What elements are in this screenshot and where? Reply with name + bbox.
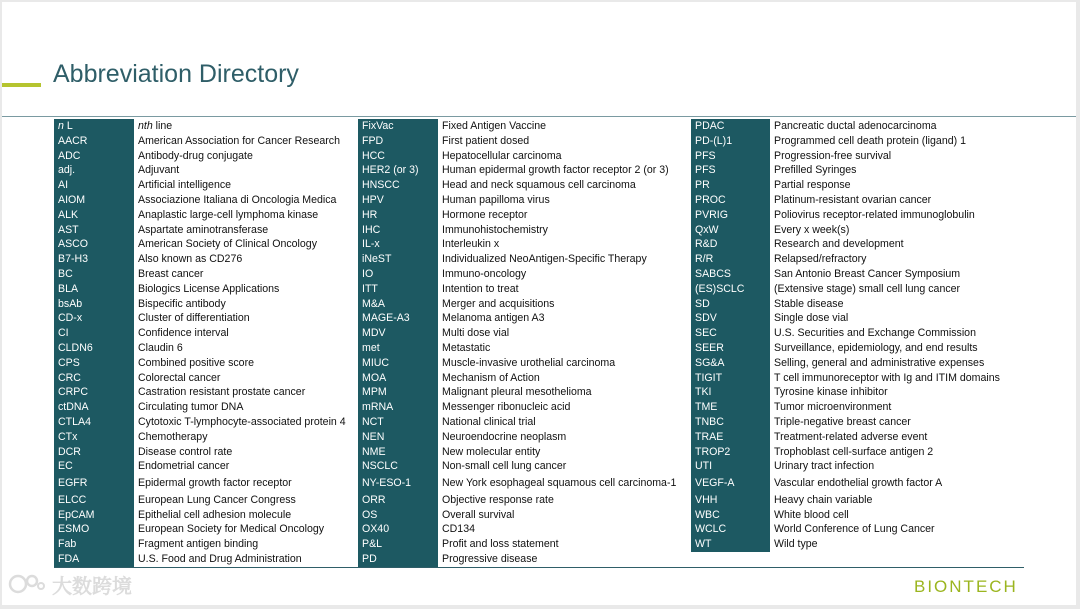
definition-cell: Vascular endothelial growth factor A xyxy=(774,477,943,490)
table-row xyxy=(54,415,358,430)
definition-cell xyxy=(770,552,1024,567)
definition-cell: Objective response rate xyxy=(442,493,554,506)
definition-cell: Partial response xyxy=(774,179,851,192)
definition-cell: Malignant pleural mesothelioma xyxy=(442,386,592,399)
definition-cell: Associazione Italiana di Oncologia Medica xyxy=(138,193,337,206)
definition-cell: Tyrosine kinase inhibitor xyxy=(774,386,888,399)
table-row xyxy=(54,474,358,493)
definition-cell: Stable disease xyxy=(774,297,844,310)
definition-cell: Circulating tumor DNA xyxy=(138,401,244,414)
abbreviation-cell: (ES)SCLC xyxy=(691,282,770,297)
table-row xyxy=(691,371,1024,386)
definition-cell: American Society of Clinical Oncology xyxy=(138,238,317,251)
table-row xyxy=(358,149,691,164)
table-row xyxy=(358,326,691,341)
definition-cell: First patient dosed xyxy=(442,134,530,147)
abbreviation-cell: FPD xyxy=(358,134,438,149)
watermark xyxy=(8,571,132,597)
table-row xyxy=(358,385,691,400)
abbreviation-cell: ESMO xyxy=(54,522,134,537)
abbreviation-cell: n L xyxy=(54,119,134,134)
abbreviation-cell: MAGE-A3 xyxy=(358,311,438,326)
definition-cell: Head and neck squamous cell carcinoma xyxy=(442,179,636,192)
abbreviation-cell: NSCLC xyxy=(358,459,438,474)
definition-cell: Artificial intelligence xyxy=(138,179,232,192)
abbreviation-cell: TRAE xyxy=(691,430,770,445)
abbreviation-cell: AIOM xyxy=(54,193,134,208)
definition-cell: Human epidermal growth factor receptor 2 (or 3) xyxy=(442,164,669,177)
watermark-logo-icon xyxy=(8,572,46,596)
definition-cell: Epidermal growth factor receptor xyxy=(138,477,292,490)
abbreviation-cell: TKI xyxy=(691,385,770,400)
definition-cell: Urinary tract infection xyxy=(774,460,875,473)
definition-cell: Hepatocellular carcinoma xyxy=(442,149,562,162)
table-row xyxy=(358,371,691,386)
table-row xyxy=(358,208,691,223)
abbreviation-cell: WBC xyxy=(691,508,770,523)
table-row xyxy=(358,493,691,508)
table-row xyxy=(358,415,691,430)
abbreviation-cell: met xyxy=(358,341,438,356)
slide xyxy=(2,2,1076,605)
table-row xyxy=(358,341,691,356)
definition-cell: nth line xyxy=(138,120,173,132)
table-row xyxy=(691,208,1024,223)
abbreviation-cell: AACR xyxy=(54,134,134,149)
definition-cell: Bispecific antibody xyxy=(138,297,226,310)
abbreviation-cell: NCT xyxy=(358,415,438,430)
abbreviation-cell: mRNA xyxy=(358,400,438,415)
table-row xyxy=(358,311,691,326)
definition-cell: Messenger ribonucleic acid xyxy=(442,401,571,414)
definition-cell: Adjuvant xyxy=(138,164,180,177)
abbreviation-cell: IL-x xyxy=(358,237,438,252)
table-row xyxy=(358,445,691,460)
abbreviation-cell: CTLA4 xyxy=(54,415,134,430)
abbreviation-cell: QxW xyxy=(691,223,770,238)
abbreviation-cell: Fab xyxy=(54,537,134,552)
table-row xyxy=(358,134,691,149)
table-row xyxy=(691,508,1024,523)
definition-cell: Claudin 6 xyxy=(138,341,183,354)
abbreviation-cell: IO xyxy=(358,267,438,282)
header-divider xyxy=(2,116,1076,117)
abbreviation-cell: EGFR xyxy=(54,474,134,493)
table-row xyxy=(54,267,358,282)
table-row xyxy=(358,297,691,312)
definition-cell: Relapsed/refractory xyxy=(774,253,867,266)
abbreviation-cell: OX40 xyxy=(358,522,438,537)
watermark-text: 大数跨境 xyxy=(52,575,132,598)
definition-cell: Wild type xyxy=(774,538,818,551)
table-row xyxy=(691,522,1024,537)
abbreviation-cell: CLDN6 xyxy=(54,341,134,356)
abbreviation-cell: NEN xyxy=(358,430,438,445)
definition-cell: Platinum-resistant ovarian cancer xyxy=(774,193,932,206)
table-row xyxy=(54,149,358,164)
page-title: Abbreviation Directory xyxy=(53,60,299,88)
table-row xyxy=(54,208,358,223)
table-row xyxy=(54,341,358,356)
definition-cell: New molecular entity xyxy=(442,445,541,458)
table-row xyxy=(54,445,358,460)
definition-cell: U.S. Food and Drug Administration xyxy=(138,552,302,565)
table-row xyxy=(691,552,1024,567)
definition-cell: Immuno-oncology xyxy=(442,267,527,280)
abbreviation-cell: CTx xyxy=(54,430,134,445)
abbreviation-cell: SABCS xyxy=(691,267,770,282)
definition-cell: National clinical trial xyxy=(442,415,536,428)
table-row xyxy=(54,385,358,400)
abbreviation-cell: ELCC xyxy=(54,493,134,508)
definition-cell: Overall survival xyxy=(442,508,515,521)
definition-cell: Progressive disease xyxy=(442,552,538,565)
definition-cell: Fixed Antigen Vaccine xyxy=(442,120,547,132)
definition-cell: Surveillance, epidemiology, and end results xyxy=(774,341,978,354)
table-row xyxy=(691,385,1024,400)
abbreviation-cell: SG&A xyxy=(691,356,770,371)
table-row xyxy=(691,267,1024,282)
table-row xyxy=(54,237,358,252)
table-row xyxy=(358,223,691,238)
abbreviation-cell: TME xyxy=(691,400,770,415)
abbreviation-cell: MIUC xyxy=(358,356,438,371)
table-row xyxy=(691,252,1024,267)
definition-cell: Single dose vial xyxy=(774,312,849,325)
table-row xyxy=(54,537,358,552)
abbreviation-cell: MOA xyxy=(358,371,438,386)
table-column-1 xyxy=(54,119,358,567)
table-row xyxy=(691,311,1024,326)
definition-cell: Mechanism of Action xyxy=(442,371,540,384)
definition-cell: Epithelial cell adhesion molecule xyxy=(138,508,292,521)
table-row xyxy=(691,193,1024,208)
abbreviation-cell: AI xyxy=(54,178,134,193)
definition-cell: Breast cancer xyxy=(138,267,204,280)
abbreviation-cell: HER2 (or 3) xyxy=(358,163,438,178)
definition-cell: Interleukin x xyxy=(442,238,500,251)
table-row xyxy=(54,459,358,474)
definition-cell: Biologics License Applications xyxy=(138,282,280,295)
table-column-2 xyxy=(358,119,691,567)
definition-cell: Metastatic xyxy=(442,341,491,354)
table-row xyxy=(54,134,358,149)
table-column-3 xyxy=(691,119,1024,567)
definition-cell: Trophoblast cell-surface antigen 2 xyxy=(774,445,934,458)
table-row xyxy=(54,371,358,386)
abbreviation-cell: CD-x xyxy=(54,311,134,326)
abbreviation-cell: PFS xyxy=(691,149,770,164)
abbreviation-cell: PVRIG xyxy=(691,208,770,223)
definition-cell: Colorectal cancer xyxy=(138,371,221,384)
definition-cell: Heavy chain variable xyxy=(774,493,873,506)
abbreviation-cell: PFS xyxy=(691,163,770,178)
definition-cell: Anaplastic large-cell lymphoma kinase xyxy=(138,208,319,221)
table-row xyxy=(54,282,358,297)
abbreviation-cell: ADC xyxy=(54,149,134,164)
table-row xyxy=(691,282,1024,297)
abbreviation-cell: TIGIT xyxy=(691,371,770,386)
definition-cell: Pancreatic ductal adenocarcinoma xyxy=(774,120,937,132)
abbreviation-cell: P&L xyxy=(358,537,438,552)
abbreviation-cell: MDV xyxy=(358,326,438,341)
table-row xyxy=(691,341,1024,356)
definition-cell: Progression-free survival xyxy=(774,149,892,162)
abbreviation-cell: PDAC xyxy=(691,119,770,134)
table-row xyxy=(54,193,358,208)
abbreviation-cell: WT xyxy=(691,537,770,552)
table-row xyxy=(358,508,691,523)
definition-cell: Fragment antigen binding xyxy=(138,538,259,551)
definition-cell: Disease control rate xyxy=(138,445,233,458)
definition-cell: Non-small cell lung cancer xyxy=(442,460,567,473)
table-row xyxy=(54,178,358,193)
table-row xyxy=(54,311,358,326)
abbreviation-cell: HCC xyxy=(358,149,438,164)
abbreviation-cell: M&A xyxy=(358,297,438,312)
definition-cell: Treatment-related adverse event xyxy=(774,430,928,443)
abbreviation-cell: OS xyxy=(358,508,438,523)
table-row xyxy=(691,223,1024,238)
abbreviation-cell: ALK xyxy=(54,208,134,223)
definition-cell: Intention to treat xyxy=(442,282,519,295)
definition-cell: Individualized NeoAntigen-Specific Therapy xyxy=(442,253,647,266)
abbreviation-cell: FDA xyxy=(54,552,134,567)
abbreviation-cell: bsAb xyxy=(54,297,134,312)
table-row xyxy=(358,537,691,552)
table-row xyxy=(691,134,1024,149)
definition-cell: Multi dose vial xyxy=(442,327,510,340)
definition-cell: Aspartate aminotransferase xyxy=(138,223,269,236)
definition-cell: Castration resistant prostate cancer xyxy=(138,386,306,399)
abbreviation-cell: MPM xyxy=(358,385,438,400)
abbreviation-cell: EpCAM xyxy=(54,508,134,523)
definition-cell: Muscle-invasive urothelial carcinoma xyxy=(442,356,616,369)
table-row xyxy=(358,552,691,567)
table-row xyxy=(691,459,1024,474)
table-row xyxy=(54,252,358,267)
table-row xyxy=(54,400,358,415)
biontech-logo: BIONTECH xyxy=(914,577,1018,596)
abbreviation-cell: ctDNA xyxy=(54,400,134,415)
definition-cell: U.S. Securities and Exchange Commission xyxy=(774,327,976,340)
table-row xyxy=(358,356,691,371)
abbreviation-cell: HR xyxy=(358,208,438,223)
abbreviation-cell: R&D xyxy=(691,237,770,252)
definition-cell: Chemotherapy xyxy=(138,430,208,443)
table-row xyxy=(358,267,691,282)
abbreviation-cell: CPS xyxy=(54,356,134,371)
table-row xyxy=(358,252,691,267)
abbreviation-cell: UTI xyxy=(691,459,770,474)
table-row xyxy=(54,430,358,445)
definition-cell: Selling, general and administrative expenses xyxy=(774,356,985,369)
abbreviation-cell: HNSCC xyxy=(358,178,438,193)
table-row xyxy=(358,459,691,474)
table-row xyxy=(54,163,358,178)
table-row xyxy=(358,522,691,537)
abbreviation-cell: iNeST xyxy=(358,252,438,267)
abbreviation-cell: CI xyxy=(54,326,134,341)
abbreviation-cell: PROC xyxy=(691,193,770,208)
table-row xyxy=(54,508,358,523)
definition-cell: Endometrial cancer xyxy=(138,460,230,473)
title-accent-bar xyxy=(2,83,41,87)
table-row xyxy=(358,282,691,297)
abbreviation-cell: VHH xyxy=(691,493,770,508)
definition-cell: Human papilloma virus xyxy=(442,193,550,206)
definition-cell: Melanoma antigen A3 xyxy=(442,312,545,325)
table-row xyxy=(54,493,358,508)
abbreviation-cell: R/R xyxy=(691,252,770,267)
definition-cell: Profit and loss statement xyxy=(442,538,559,551)
abbreviation-cell: IHC xyxy=(358,223,438,238)
abbreviation-cell: FixVac xyxy=(358,119,438,134)
table-row xyxy=(358,400,691,415)
definition-cell: Cluster of differentiation xyxy=(138,312,250,325)
definition-cell: European Lung Cancer Congress xyxy=(138,493,296,506)
table-row xyxy=(691,149,1024,164)
definition-cell: European Society for Medical Oncology xyxy=(138,523,325,536)
abbreviation-cell: B7-H3 xyxy=(54,252,134,267)
table-row xyxy=(358,430,691,445)
definition-cell: T cell immunoreceptor with Ig and ITIM domains xyxy=(774,371,1000,384)
abbreviation-cell: adj. xyxy=(54,163,134,178)
definition-cell: Combined positive score xyxy=(138,356,254,369)
table-row xyxy=(54,223,358,238)
definition-cell: (Extensive stage) small cell lung cancer xyxy=(774,282,961,295)
abbreviation-cell: DCR xyxy=(54,445,134,460)
table-row xyxy=(691,493,1024,508)
table-row xyxy=(54,119,358,134)
abbreviation-cell: SDV xyxy=(691,311,770,326)
definition-cell: Merger and acquisitions xyxy=(442,297,555,310)
table-row xyxy=(54,326,358,341)
table-row xyxy=(691,356,1024,371)
table-row xyxy=(54,297,358,312)
table-row xyxy=(691,326,1024,341)
abbreviation-table xyxy=(54,119,1024,568)
table-row xyxy=(358,474,691,493)
abbreviation-cell: BC xyxy=(54,267,134,282)
abbreviation-cell: ITT xyxy=(358,282,438,297)
definition-cell: Prefilled Syringes xyxy=(774,164,857,177)
table-row xyxy=(691,297,1024,312)
table-row xyxy=(358,119,691,134)
abbreviation-cell: EC xyxy=(54,459,134,474)
table-row xyxy=(691,474,1024,493)
table-row xyxy=(691,178,1024,193)
abbreviation-cell: WCLC xyxy=(691,522,770,537)
abbreviation-cell: ASCO xyxy=(54,237,134,252)
table-row xyxy=(358,178,691,193)
abbreviation-cell: VEGF-A xyxy=(691,474,770,493)
table-row xyxy=(358,163,691,178)
definition-cell: Programmed cell death protein (ligand) 1 xyxy=(774,134,966,147)
table-row xyxy=(691,237,1024,252)
abbreviation-cell: BLA xyxy=(54,282,134,297)
table-row xyxy=(54,356,358,371)
definition-cell: American Association for Cancer Research xyxy=(138,134,340,147)
definition-cell: Tumor microenvironment xyxy=(774,401,892,414)
table-row xyxy=(691,163,1024,178)
definition-cell: San Antonio Breast Cancer Symposium xyxy=(774,267,961,280)
definition-cell: Also known as CD276 xyxy=(138,253,243,266)
abbreviation-cell: AST xyxy=(54,223,134,238)
table-row xyxy=(358,193,691,208)
abbreviation-cell: PR xyxy=(691,178,770,193)
definition-cell: Triple-negative breast cancer xyxy=(774,415,911,428)
table-row xyxy=(691,430,1024,445)
definition-cell: CD134 xyxy=(442,523,475,536)
definition-cell: Immunohistochemistry xyxy=(442,223,548,236)
definition-cell: Antibody-drug conjugate xyxy=(138,149,253,162)
table-row xyxy=(691,400,1024,415)
abbreviation-cell: SEER xyxy=(691,341,770,356)
definition-cell: White blood cell xyxy=(774,508,849,521)
abbreviation-cell: PD xyxy=(358,552,438,567)
definition-cell: Neuroendocrine neoplasm xyxy=(442,430,567,443)
abbreviation-cell: CRC xyxy=(54,371,134,386)
table-row xyxy=(691,415,1024,430)
abbreviation-cell: SD xyxy=(691,297,770,312)
table-row xyxy=(691,445,1024,460)
abbreviation-cell: ORR xyxy=(358,493,438,508)
abbreviation-cell: NY-ESO-1 xyxy=(358,474,438,493)
table-row xyxy=(54,522,358,537)
definition-cell: Research and development xyxy=(774,238,904,251)
abbreviation-cell: CRPC xyxy=(54,385,134,400)
definition-cell: Poliovirus receptor-related immunoglobulin xyxy=(774,208,975,221)
abbreviation-cell: HPV xyxy=(358,193,438,208)
table-row xyxy=(691,119,1024,134)
table-row xyxy=(54,552,358,567)
abbreviation-cell: NME xyxy=(358,445,438,460)
abbreviation-cell: PD-(L)1 xyxy=(691,134,770,149)
table-row xyxy=(358,237,691,252)
abbreviation-cell: TNBC xyxy=(691,415,770,430)
abbreviation-cell xyxy=(691,552,770,567)
table-row xyxy=(691,537,1024,552)
definition-cell: Hormone receptor xyxy=(442,208,528,221)
definition-cell: World Conference of Lung Cancer xyxy=(774,523,935,536)
definition-cell: Confidence interval xyxy=(138,327,229,340)
definition-cell: New York esophageal squamous cell carcinoma-1 xyxy=(442,477,677,490)
abbreviation-cell: SEC xyxy=(691,326,770,341)
definition-cell: Cytotoxic T-lymphocyte-associated protein 4 xyxy=(138,415,346,428)
abbreviation-cell: TROP2 xyxy=(691,445,770,460)
definition-cell: Every x week(s) xyxy=(774,223,850,236)
